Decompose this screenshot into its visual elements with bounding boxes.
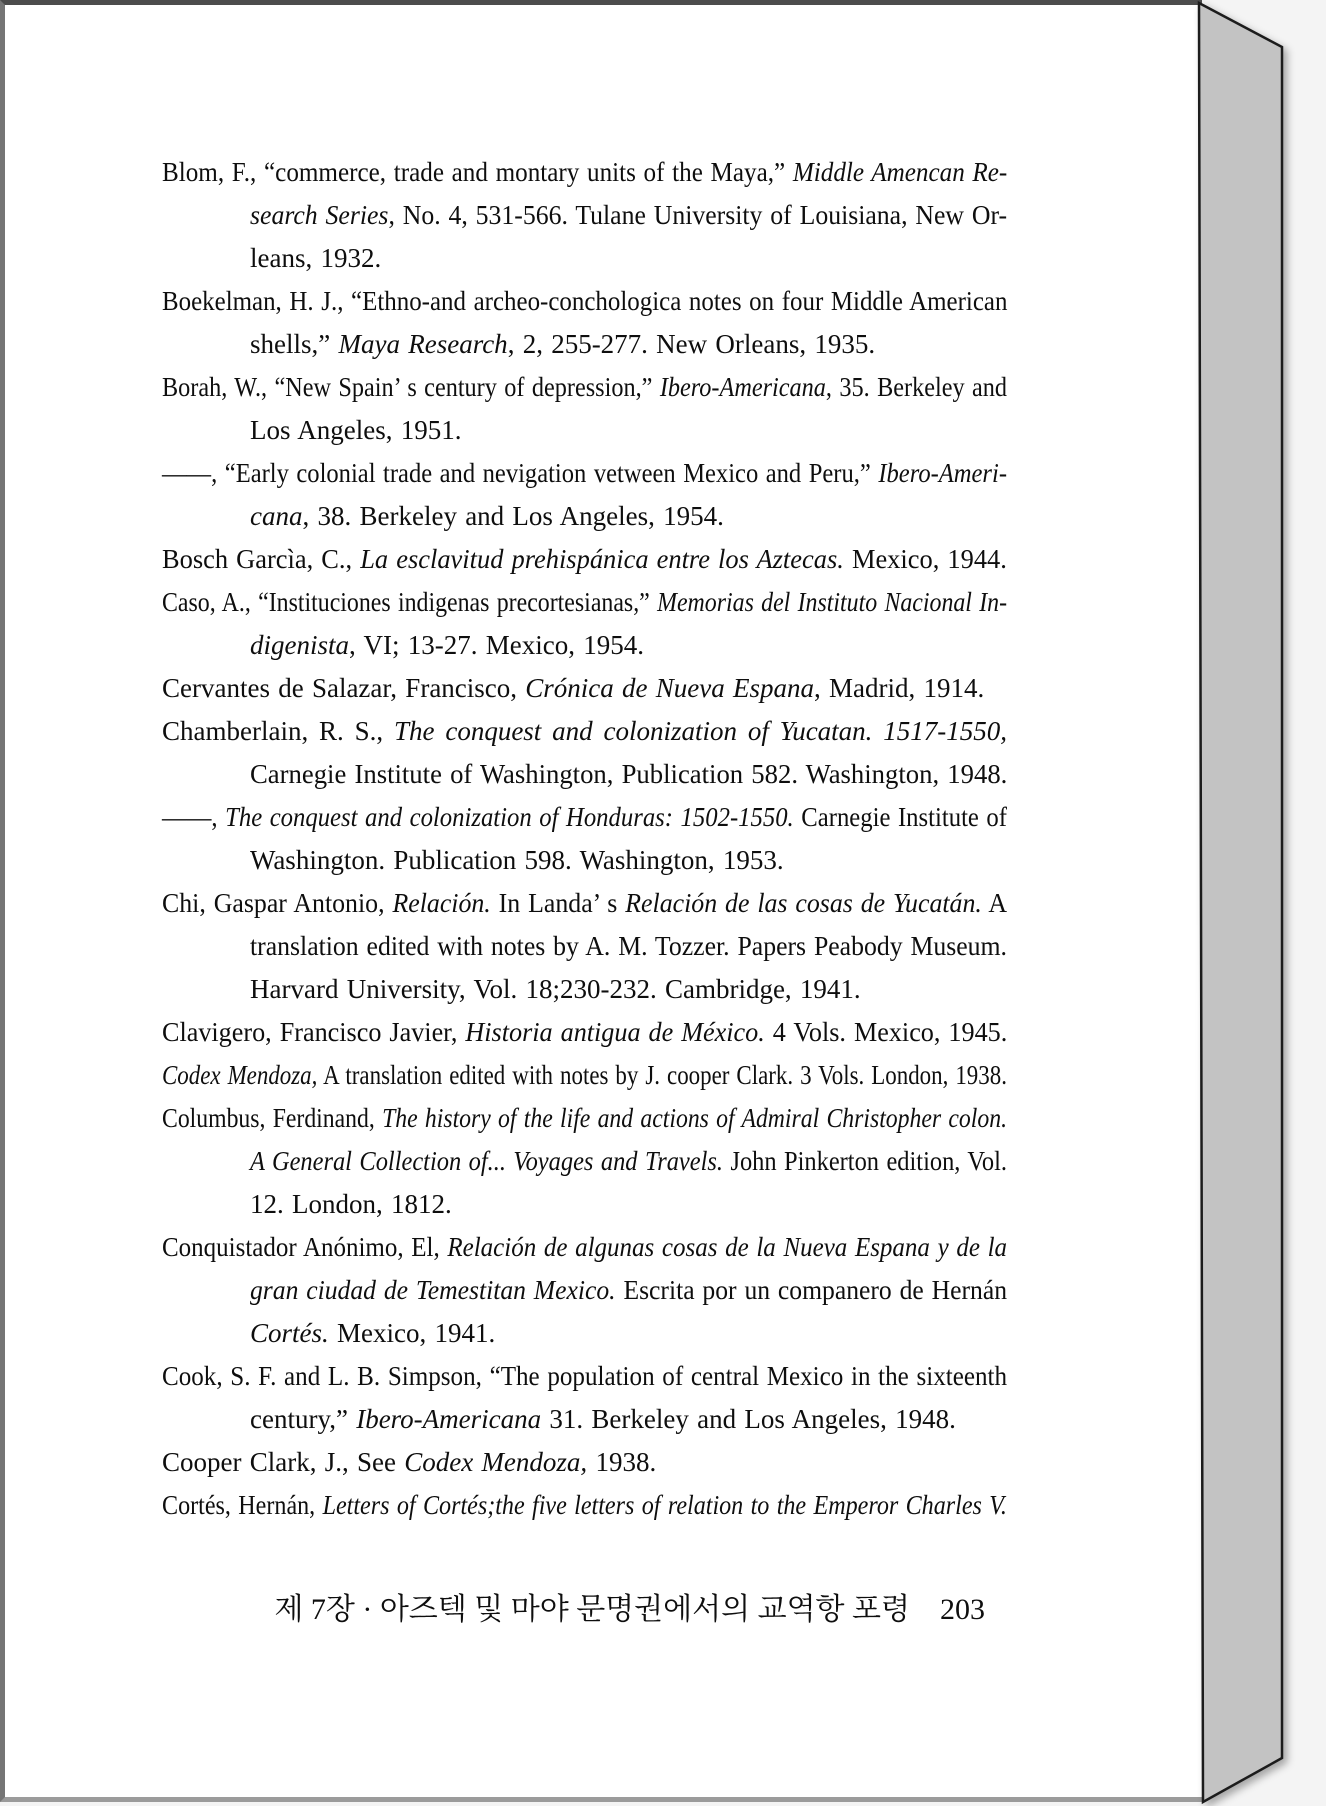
bib-line — [162, 1484, 1007, 1527]
bib-plain-text: Mexico, 1944. — [843, 544, 1007, 574]
bib-italic-text: cana — [250, 501, 303, 531]
bib-plain-text: John Pinkerton edition, Vol. — [722, 1146, 1007, 1176]
bib-plain-text: Carnegie Institute of Washington, Publication 582. Washington, 1948. — [250, 759, 1008, 789]
bib-plain-text: translation edited with notes by A. M. Tozzer. Papers Peabody Museum. — [250, 931, 1007, 961]
bib-plain-text: , 2, 255-277. New Orleans, 1935. — [507, 329, 876, 359]
bib-plain-text: , Madrid, 1914. — [814, 673, 985, 703]
bib-italic-text: Cortés. — [250, 1318, 329, 1348]
bib-plain-text: , 38. Berkeley and Los Angeles, 1954. — [302, 501, 724, 531]
bib-italic-text: Crónica de Nueva Espana — [525, 673, 814, 703]
bib-line — [250, 1312, 1007, 1355]
bib-italic-text: A General Collection of... Voyages and Travels. — [250, 1146, 723, 1176]
bib-line — [162, 882, 1007, 925]
bib-line — [250, 925, 1007, 968]
bib-plain-text: 4 Vols. Mexico, 1945. — [764, 1017, 1008, 1047]
bibliography-list — [162, 151, 1007, 1527]
bib-plain-text: Los Angeles, 1951. — [250, 415, 462, 445]
bib-italic-text: La esclavitud prehispánica entre los Aztecas. — [360, 544, 844, 574]
bib-italic-text: Relación de las cosas de Yucatán. — [625, 888, 982, 918]
bib-plain-text: , No. 4, 531-566. Tulane University of Louisiana, New Or- — [388, 200, 1008, 230]
bib-plain-text: ——, — [162, 802, 226, 832]
bib-italic-text: Relación. — [392, 888, 491, 918]
bib-italic-text: The history of the life and actions of Admiral Christopher colon. — [382, 1103, 1007, 1133]
bib-italic-text: search Series — [250, 200, 389, 230]
bib-italic-text: Letters of Cortés;the five letters of relation to the Emperor Charles V. — [322, 1490, 1007, 1520]
bib-plain-text: In Landa’ s — [490, 888, 626, 918]
bib-plain-text: , VI; 13-27. Mexico, 1954. — [349, 630, 644, 660]
bib-line — [250, 237, 1007, 280]
footer-page-number: 203 — [940, 1593, 985, 1626]
bib-italic-text: Ibero-Americana — [356, 1404, 542, 1434]
bib-italic-text: The conquest and colonization of Honduras: 1502-1550. — [225, 802, 794, 832]
bib-line — [162, 151, 1007, 194]
bib-italic-text: Middle Amencan Re- — [792, 157, 1008, 187]
bib-plain-text: Harvard University, Vol. 18;230-232. Cambridge, 1941. — [250, 974, 861, 1004]
bib-plain-text: A translation edited with notes by J. cooper Clark. 3 Vols. London, 1938. — [317, 1060, 1007, 1090]
bib-line — [162, 1097, 1007, 1140]
bib-plain-text: Carnegie Institute of — [793, 802, 1008, 832]
bib-plain-text: Mexico, 1941. — [328, 1318, 496, 1348]
page-thickness-polygon — [1199, 3, 1282, 1802]
bib-italic-text: Historia antigua de México. — [465, 1017, 765, 1047]
bib-line — [250, 495, 1007, 538]
bib-plain-text: 1938. — [587, 1447, 657, 1477]
bib-plain-text: Chi, Gaspar Antonio, — [162, 888, 393, 918]
bib-line — [162, 1054, 1007, 1097]
bib-plain-text: A — [981, 888, 1007, 918]
bib-line — [250, 409, 1007, 452]
bib-plain-text: ——, “Early colonial trade and nevigation vetween Mexico and Peru,” — [162, 458, 879, 488]
bib-line — [162, 280, 1007, 323]
bib-line — [250, 753, 1007, 796]
bib-plain-text: Boekelman, H. J., “Ethno-and archeo-conchologica notes on four Middle American — [162, 286, 1008, 316]
bib-plain-text: Cook, S. F. and L. B. Simpson, “The population of central Mexico in the sixteenth — [162, 1361, 1007, 1391]
bib-plain-text: Chamberlain, R. S., — [162, 716, 394, 746]
bib-line — [162, 452, 1007, 495]
bib-plain-text: Cortés, Hernán, — [162, 1490, 323, 1520]
bib-line — [162, 1226, 1007, 1269]
bib-line — [250, 968, 1007, 1011]
bib-plain-text: Columbus, Ferdinand, — [162, 1103, 383, 1133]
bib-italic-text: Memorias del Instituto Nacional In- — [657, 587, 1008, 617]
bib-line — [162, 1355, 1007, 1398]
bib-line — [162, 538, 1007, 581]
bib-plain-text: century,” — [250, 1404, 357, 1434]
bib-plain-text: Escrita por un companero de Hernán — [615, 1275, 1007, 1305]
bib-line — [250, 323, 1007, 366]
bib-plain-text: Caso, A., “Instituciones indigenas precortesianas,” — [162, 587, 658, 617]
footer-chapter-title: 제 7장 · 아즈텍 및 마야 문명권에서의 교역항 포령 — [274, 1593, 910, 1626]
bib-plain-text: 12. London, 1812. — [250, 1189, 452, 1219]
bib-line — [162, 366, 1007, 409]
bib-plain-text: Blom, F., “commerce, trade and montary units of the Maya,” — [162, 157, 793, 187]
bib-plain-text: , 35. Berkeley and — [825, 372, 1008, 402]
bib-italic-text: Codex Mendoza, — [162, 1060, 318, 1090]
bib-italic-text: digenista — [250, 630, 349, 660]
bib-plain-text: Clavigero, Francisco Javier, — [162, 1017, 466, 1047]
bib-line — [162, 1441, 1007, 1484]
bib-italic-text: Codex Mendoza, — [404, 1447, 588, 1477]
bib-line — [250, 1183, 1007, 1226]
bib-line — [162, 667, 1007, 710]
bib-italic-text: Ibero-Americana — [659, 372, 826, 402]
bib-plain-text: Washington. Publication 598. Washington, 1953. — [250, 845, 784, 875]
bib-italic-text: Relación de algunas cosas de la Nueva Espana y de la — [447, 1232, 1008, 1262]
bib-plain-text: Borah, W., “New Spain’ s century of depression,” — [162, 372, 660, 402]
bib-line — [250, 194, 1007, 237]
bib-italic-text: gran ciudad de Temestitan Mexico. — [250, 1275, 616, 1305]
bib-line — [250, 1398, 1007, 1441]
bib-line — [162, 1011, 1007, 1054]
bib-plain-text: shells,” — [250, 329, 339, 359]
bib-plain-text: Cervantes de Salazar, Francisco, — [162, 673, 526, 703]
bib-line — [250, 1140, 1007, 1183]
bib-line — [162, 710, 1007, 753]
page-footer — [162, 1588, 1007, 1632]
bib-plain-text: 31. Berkeley and Los Angeles, 1948. — [541, 1404, 956, 1434]
bib-italic-text: Maya Research — [338, 329, 508, 359]
bib-line — [162, 581, 1007, 624]
bib-italic-text: The conquest and colonization of Yucatan. 1517-1550, — [394, 716, 1007, 746]
bib-plain-text: Cooper Clark, J., See — [162, 1447, 405, 1477]
bib-line — [162, 796, 1007, 839]
bib-italic-text: Ibero-Ameri- — [878, 458, 1007, 488]
bib-plain-text: Conquistador Anónimo, El, — [162, 1232, 448, 1262]
bib-line — [250, 1269, 1007, 1312]
bib-plain-text: leans, 1932. — [250, 243, 382, 273]
bib-plain-text: Bosch Garcìa, C., — [162, 544, 361, 574]
bib-line — [250, 839, 1007, 882]
bib-line — [250, 624, 1007, 667]
